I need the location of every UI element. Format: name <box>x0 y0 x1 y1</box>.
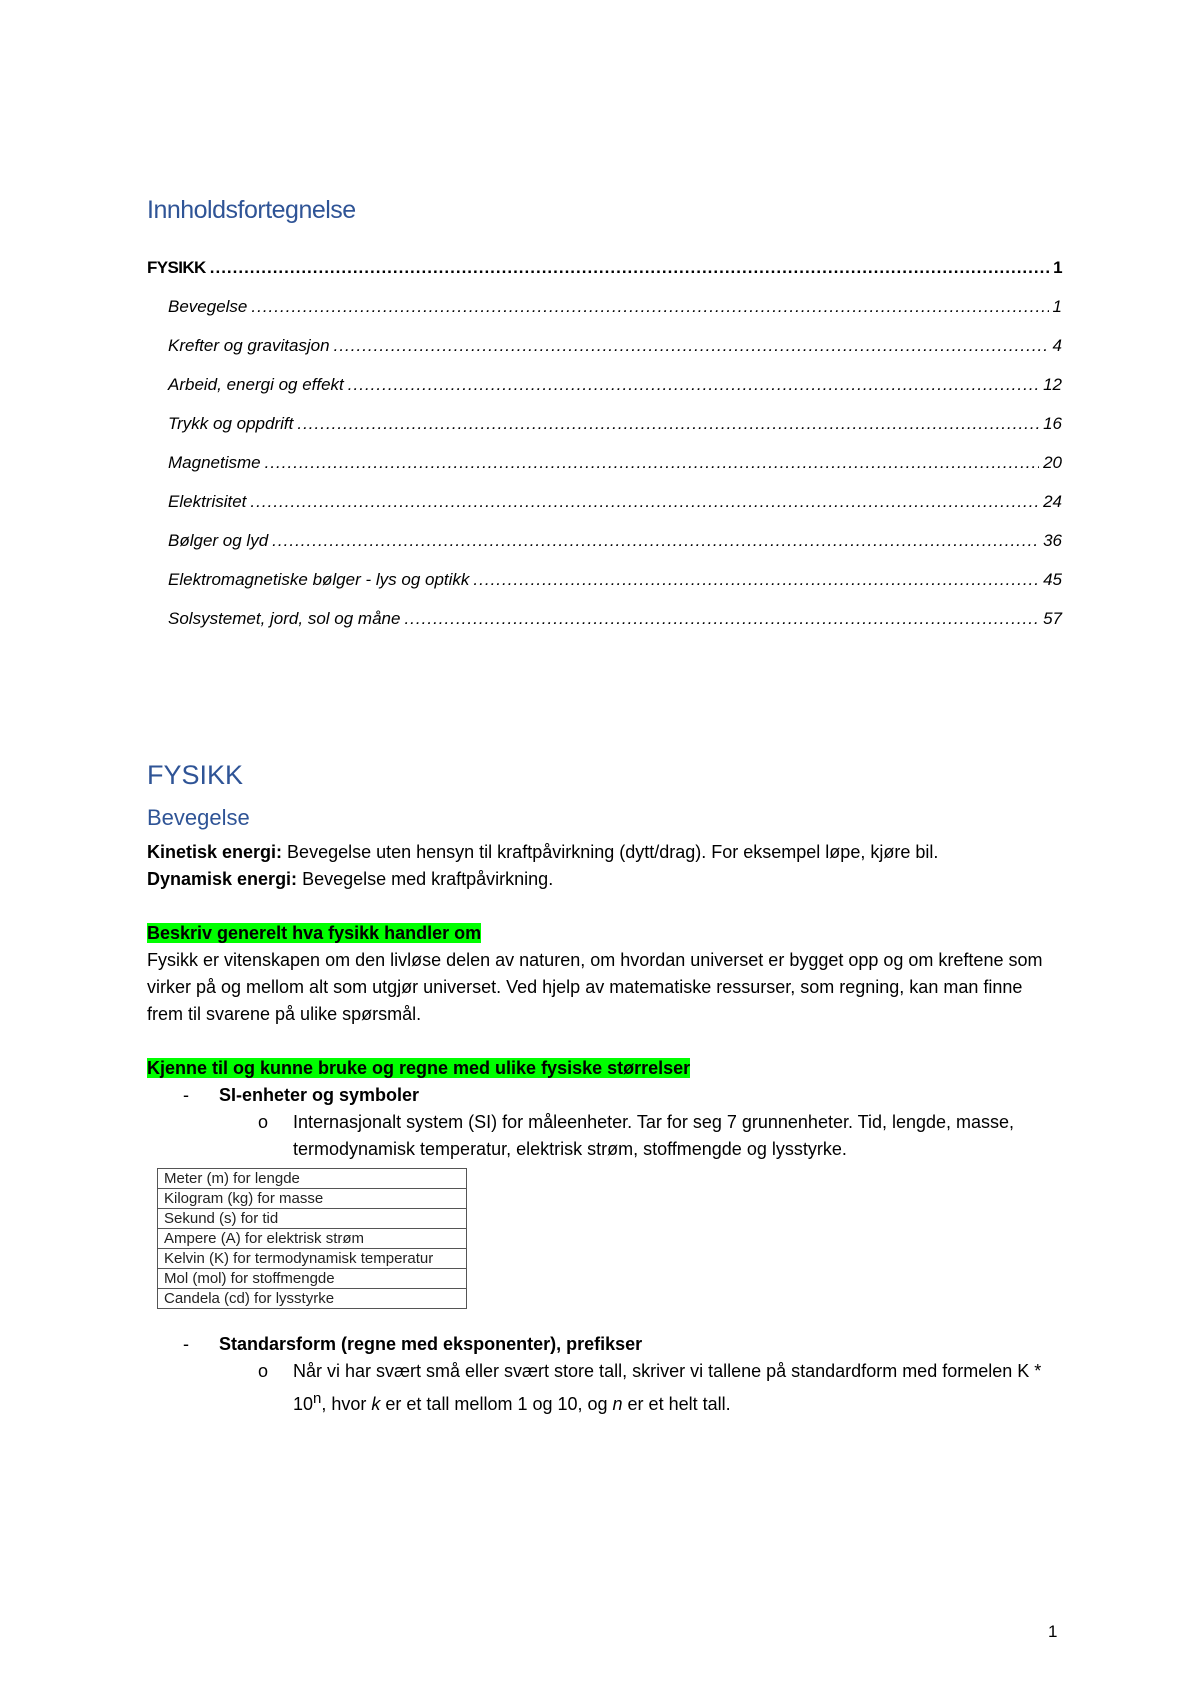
toc-entry[interactable] <box>147 414 1062 453</box>
list-item-text <box>293 1358 1058 1418</box>
toc-entry-label: Arbeid, energi og effekt <box>168 375 344 394</box>
table-row <box>158 1169 467 1189</box>
variable-k: k <box>371 1394 381 1414</box>
toc-entry-label: FYSIKK <box>147 258 206 277</box>
highlighted-heading: Kjenne til og kunne bruke og regne med ulike fysiske størrelser <box>147 1058 691 1078</box>
table-cell: Kelvin (K) for termodynamisk temperatur <box>158 1249 467 1269</box>
toc-entry-page: 1 <box>1053 258 1062 277</box>
list-item-circle <box>258 1358 1058 1418</box>
toc-entry-page: 45 <box>1043 570 1062 589</box>
toc-entry[interactable] <box>147 375 1062 414</box>
toc-entry[interactable] <box>147 297 1062 336</box>
table-cell: Ampere (A) for elektrisk strøm <box>158 1229 467 1249</box>
text-run: er et helt tall. <box>622 1394 731 1414</box>
toc-entry-page: 57 <box>1043 609 1062 628</box>
table-row <box>158 1249 467 1269</box>
toc-leader-dots <box>251 297 1048 317</box>
toc-entry-label: Trykk og oppdrift <box>168 414 294 433</box>
page-number: 1 <box>1048 1622 1058 1641</box>
paragraph-dynamisk <box>147 866 1062 893</box>
toc-entry-page: 4 <box>1052 336 1062 355</box>
term-text: Bevegelse med kraftpåvirkning. <box>297 869 554 889</box>
dash-bullet: - <box>183 1085 189 1105</box>
toc-entry[interactable] <box>147 531 1062 570</box>
toc-entry[interactable] <box>147 609 1062 648</box>
heading-bevegelse: Bevegelse <box>147 805 250 830</box>
toc-entry-label: Solsystemet, jord, sol og måne <box>168 609 401 628</box>
table-cell: Sekund (s) for tid <box>158 1209 467 1229</box>
toc-entry-label: Magnetisme <box>168 453 261 472</box>
table-row <box>158 1189 467 1209</box>
toc-leader-dots <box>404 609 1039 629</box>
table-cell: Mol (mol) for stoffmengde <box>158 1269 467 1289</box>
toc-entry[interactable] <box>147 492 1062 531</box>
section-heading-highlight <box>147 1055 1062 1082</box>
list-item-title: SI-enheter og symboler <box>219 1085 420 1105</box>
toc-entry[interactable] <box>147 453 1062 492</box>
toc-leader-dots <box>265 453 1039 473</box>
toc-leader-dots <box>473 570 1039 590</box>
toc-leader-dots <box>272 531 1039 551</box>
table-row <box>158 1289 467 1309</box>
dash-bullet: - <box>183 1334 189 1354</box>
list-item-text: Internasjonalt system (SI) for måleenheter. Tar for seg 7 grunnenheter. Tid, lengde, masse, termodynamisk temperatur, elektrisk strøm, stoffmengde og lysstyrke. <box>293 1112 1015 1159</box>
toc-entry[interactable] <box>147 336 1062 375</box>
table-row <box>158 1269 467 1289</box>
table-cell: Meter (m) for lengde <box>158 1169 467 1189</box>
text-run: , hvor <box>321 1394 372 1414</box>
toc-leader-dots <box>250 492 1039 512</box>
toc-leader-dots <box>348 375 1039 395</box>
highlighted-heading: Beskriv generelt hva fysikk handler om <box>147 923 482 943</box>
toc-entry-label: Elektrisitet <box>168 492 247 511</box>
list-item-dash <box>183 1331 642 1358</box>
toc-entry-label: Bølger og lyd <box>168 531 269 550</box>
toc-entry-page: 16 <box>1043 414 1062 433</box>
text-run: Når vi har svært små eller svært store tall, skriver vi tallene på standardform med formelen K * 10 <box>293 1361 1042 1414</box>
toc-leader-dots <box>210 258 1049 278</box>
heading-fysikk: FYSIKK <box>147 760 244 790</box>
variable-n: n <box>612 1394 623 1414</box>
section-heading-highlight <box>147 920 1062 947</box>
toc-entry-page: 1 <box>1052 297 1062 316</box>
toc-entry-label: Bevegelse <box>168 297 248 316</box>
list-item-title: Standarsform (regne med eksponenter), prefikser <box>219 1334 643 1354</box>
table-cell: Kilogram (kg) for masse <box>158 1189 467 1209</box>
term-text: Bevegelse uten hensyn til kraftpåvirkning (dytt/drag). For eksempel løpe, kjøre bil. <box>282 842 939 862</box>
term-label: Kinetisk energi: <box>147 842 283 862</box>
table-row <box>158 1209 467 1229</box>
toc-leader-dots <box>297 414 1039 434</box>
si-units-table <box>157 1168 467 1309</box>
toc-title: Innholdsfortegnelse <box>147 196 356 224</box>
toc-entry-page: 24 <box>1043 492 1062 511</box>
toc-entry-page: 12 <box>1043 375 1062 394</box>
section-paragraph: Fysikk er vitenskapen om den livløse delen av naturen, om hvordan universet er bygget opp og om kreftene som virker på og mellom alt som utgjør universet. Ved hjelp av matematiske ressurser, som regning, kan man finne frem til svarene på ulike spørsmål. <box>147 950 1043 1024</box>
table-cell: Candela (cd) for lysstyrke <box>158 1289 467 1309</box>
toc-entry-label: Elektromagnetiske bølger - lys og optikk <box>168 570 470 589</box>
exponent: n <box>313 1390 322 1407</box>
toc-leader-dots <box>334 336 1049 356</box>
toc-entry-page: 36 <box>1043 531 1062 550</box>
table-of-contents <box>147 258 1062 648</box>
toc-entry-label: Krefter og gravitasjon <box>168 336 330 355</box>
list-item-dash <box>183 1082 419 1109</box>
table-row <box>158 1229 467 1249</box>
toc-entry[interactable] <box>147 258 1062 297</box>
list-item-circle <box>258 1109 1058 1163</box>
term-label: Dynamisk energi: <box>147 869 298 889</box>
toc-entry-page: 20 <box>1043 453 1062 472</box>
text-run: er et tall mellom 1 og 10, og <box>380 1394 613 1414</box>
paragraph-kinetisk <box>147 839 1062 866</box>
circle-bullet: o <box>258 1112 269 1132</box>
circle-bullet: o <box>258 1361 269 1381</box>
toc-entry[interactable] <box>147 570 1062 609</box>
